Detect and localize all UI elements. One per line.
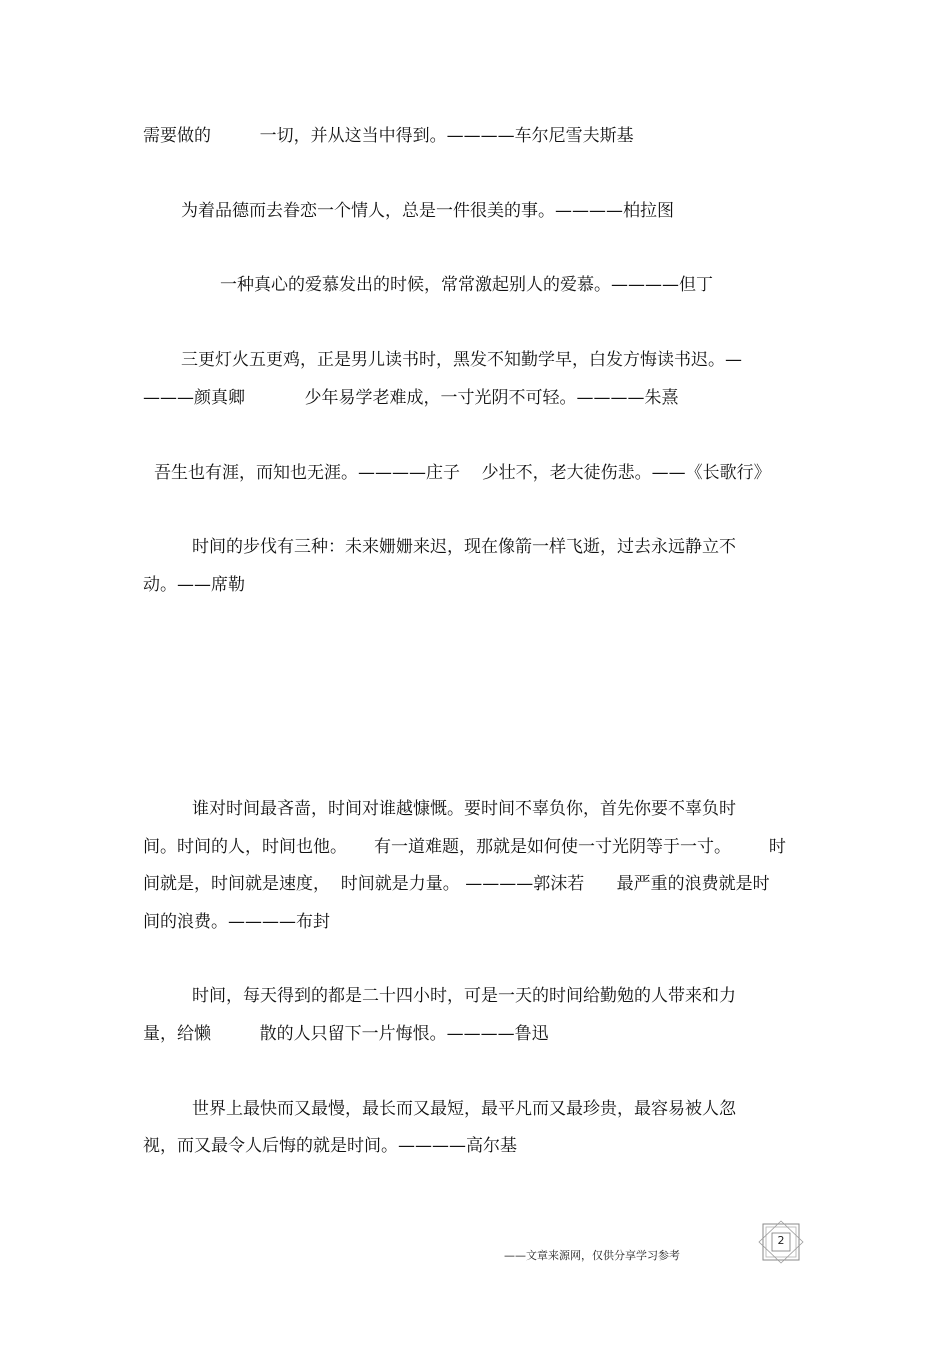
- text-line: 谁对时间最吝啬，时间对谁越慷慨。要时间不辜负你，首先你要不辜负时: [192, 799, 736, 819]
- text-line: 一种真心的爱慕发出的时候，常常激起别人的爱慕。————但丁: [220, 275, 713, 295]
- text-line: 视，而又最令人后悔的就是时间。————高尔基: [143, 1136, 517, 1156]
- text-line: 动。——席勒: [143, 575, 245, 595]
- text-line: 为着品德而去眷恋一个情人，总是一件很美的事。————柏拉图: [181, 201, 674, 221]
- page-number: 2: [777, 1234, 785, 1247]
- text-line: 世界上最快而又最慢，最长而又最短，最平凡而又最珍贵，最容易被人忽: [192, 1099, 736, 1119]
- text-line: 需要做的 一切，并从这当中得到。————车尔尼雪夫斯基: [143, 126, 634, 146]
- text-line: 量，给懒 散的人只留下一片悔恨。————鲁迅: [143, 1024, 549, 1044]
- text-line: 间的浪费。————布封: [143, 912, 330, 932]
- footer-source-note: ——文章来源网，仅供分享学习参考: [504, 1249, 680, 1262]
- text-line: 间。时间的人，时间也他。 有一道难题，那就是如何使一寸光阴等于一寸。 时: [143, 837, 786, 857]
- text-line: 间就是，时间就是速度， 时间就是力量。 ————郭沫若 最严重的浪费就是时: [143, 874, 770, 894]
- text-line: ———颜真卿 少年易学老难成，一寸光阴不可轻。————朱熹: [143, 388, 679, 408]
- text-line: 吾生也有涯，而知也无涯。————庄子 少壮不，老大徒伤悲。——《长歌行》: [154, 463, 771, 483]
- text-line: 三更灯火五更鸡，正是男儿读书时，黑发不知勤学早，白发方悔读书迟。—: [181, 350, 742, 370]
- page-number-badge: [757, 1220, 805, 1264]
- text-line: 时间，每天得到的都是二十四小时，可是一天的时间给勤勉的人带来和力: [192, 986, 736, 1006]
- text-line: 时间的步伐有三种：未来姗姗来迟，现在像箭一样飞逝，过去永远静立不: [192, 537, 736, 557]
